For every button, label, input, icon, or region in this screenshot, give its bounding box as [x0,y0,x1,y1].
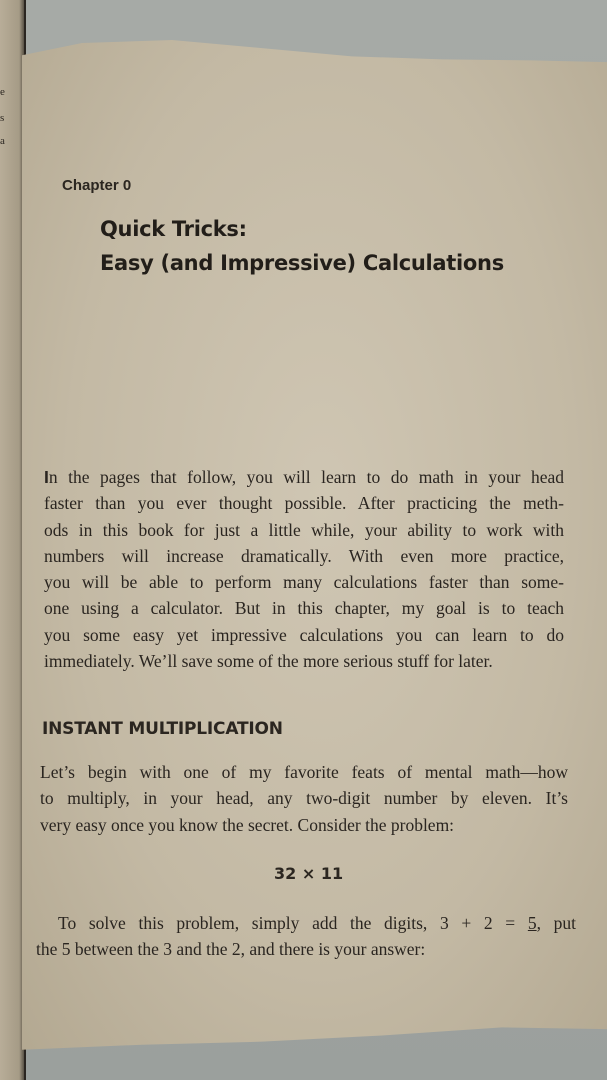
solution-line: To solve this problem, simply add the digits, 3 + 2 = 5, put [58,913,576,933]
intro-line: In the pages that follow, you will learn to do math in your head [44,467,564,487]
intro-line: you will be able to perform many calculations faster than some- [44,572,564,593]
drop-cap: I [44,467,49,487]
prev-page-fragment: a [0,135,5,147]
chapter-title-line-2: Easy (and Impressive) Calculations [100,251,504,275]
section-line: very easy once you know the secret. Consider the problem: [40,814,455,835]
solution-paragraph [36,910,576,963]
underlined-digit: 5 [527,913,537,933]
section-line: to multiply, in your head, any two-digit number by eleven. It’s [40,788,568,809]
intro-paragraph [44,464,564,674]
chapter-label: Chapter 0 [62,177,132,194]
section-heading: INSTANT MULTIPLICATION [42,719,283,739]
chapter-title-line-1: Quick Tricks: [100,217,247,241]
intro-line: faster than you ever thought possible. After practicing the meth- [44,493,564,514]
prev-page-fragment: e [0,86,5,98]
prev-page-fragment: s [0,112,5,124]
intro-line: immediately. We’ll save some of the more serious stuff for later. [44,651,493,672]
intro-line: ods in this book for just a little while, your ability to work with [44,519,564,540]
equation: 32 × 11 [274,864,344,883]
intro-line: numbers will increase dramatically. With even more practice, [44,545,564,566]
intro-line: you some easy yet impressive calculations you can learn to do [44,624,564,645]
section-paragraph [40,759,568,838]
section-line: Let’s begin with one of my favorite feats of mental math—how [40,762,568,782]
solution-line: the 5 between the 3 and the 2, and there is your answer: [36,939,426,960]
chapter-title [100,212,504,280]
intro-line: one using a calculator. But in this chapter, my goal is to teach [44,598,564,619]
